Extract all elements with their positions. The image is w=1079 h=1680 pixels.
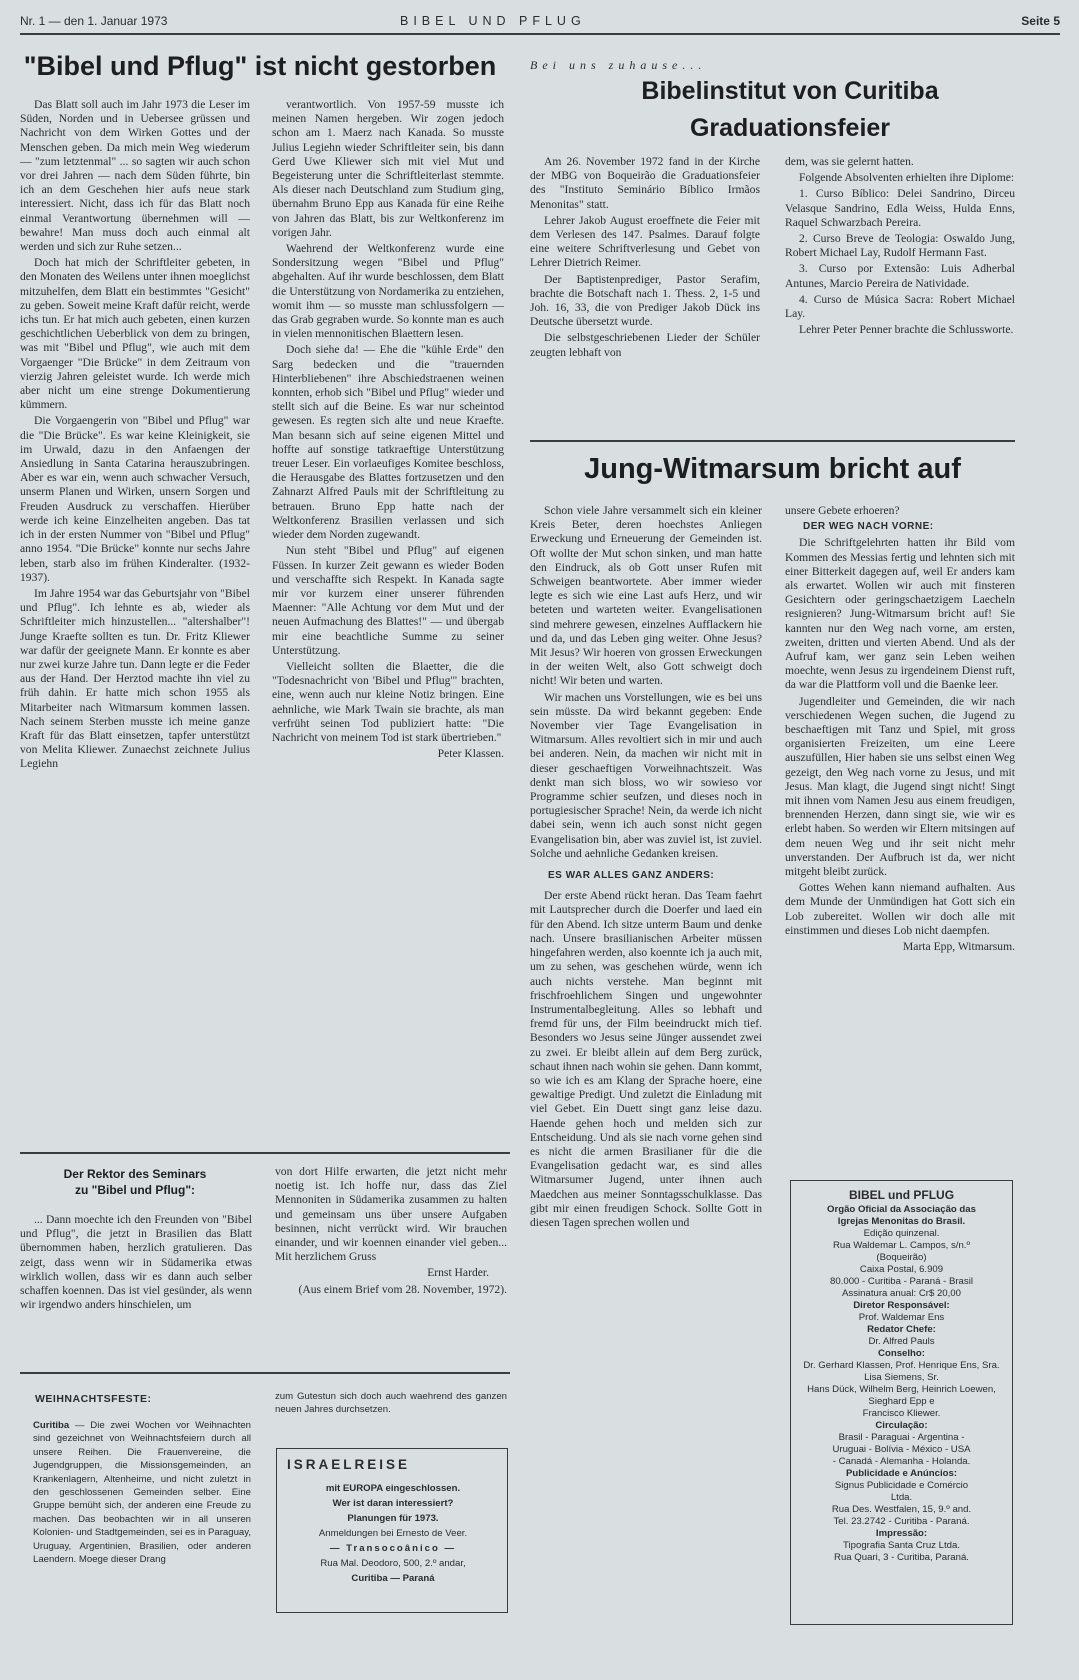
imprint-line: Rua Des. Westfalen, 15, 9.º and. [831, 1504, 972, 1515]
article2-title-line2: Graduationsfeier [689, 114, 891, 142]
imprint-line: Brasil - Paraguai - Argentina - [838, 1432, 965, 1443]
israelreise-line: Rua Mal. Deodoro, 500, 2.º andar, [320, 1558, 466, 1569]
article4-title-line1: Der Rektor des Seminars [63, 1167, 207, 1181]
article4-col1 [20, 1213, 252, 1363]
paragraph: Doch hat mich der Schriftleiter gebeten, in den Monaten des Weilens unter ihnen moeglichst mitzuhelfen, dem Blatt ein bestimmtes "Gesicht" zu geben. Soweit meine Kraft dafür reicht, werde ichs tun. Er hat mich auch gebeten, einen kurzen geschichtlichen Ueberblick von dem zu bringen, was mit "Bibel und Pflug", wie auch mit dem Vorgaenger "Die Brücke" in dem Zeitraum von vierzig Jahren geleistet wurde. Ich werde mich aber nicht um eine strenge Dokumentierung kümmern. [20, 256, 250, 412]
article4-top-rule [20, 1152, 510, 1154]
paragraph: 3. Curso por Extensão: Luis Adherbal Antunes, Marcio Pereira de Natividade. [785, 262, 1015, 290]
paragraph: Im Jahre 1954 war das Geburtsjahr von "Bibel und Pflug". Ich lehnte es ab, wieder als Schriftleiter mich hinzustellen... "altershalber"! Junge Kraefte sollten es tun. Dr. Fritz Kliewer war dafür der geeignete Mann. Er konnte es aber nur zwei kurze Jahre tun. Dann legte er die Feder aus der Hand. Der Herztod machte ihn viel zu früh dahin. Er hatte mich schon 1955 als Mitarbeiter nach Witmarsum kommen lassen. Nach seinem Sterben musste ich meine ganze Kraft für das Blatt einsetzen, tapfer unterstützt von Melita Kliewer. Zunaechst zeichnete Julius Legiehn [20, 586, 250, 771]
paragraph: unsere Gebete erhoeren? [785, 504, 900, 517]
imprint-line: Dr. Gerhard Klassen, Prof. Henrique Ens, Sra. Lisa Siemens, Sr. [803, 1360, 1000, 1383]
israelreise-title: ISRAELREISE [287, 1457, 411, 1472]
page-number: Seite 5 [1021, 14, 1060, 28]
imprint-title: BIBEL und PFLUG [848, 1188, 955, 1202]
imprint-line: Ltda. [890, 1492, 913, 1503]
article2-rule [530, 440, 1015, 442]
israelreise-line: mit EUROPA eingeschlossen. [325, 1483, 461, 1494]
paragraph: Nun steht "Bibel und Pflug" auf eigenen Füssen. In kurzer Zeit gewann es wieder Boden und verschaffte sich Respekt. In Kanada sagte mir vor kurzem einer unserer führenden Maenner: "Alle Achtung vor dem Mut und der neuen Aufmachung des Blattes!" — und übergab mir eine beachtliche Summe zu seiner Unterstützung. [272, 544, 504, 657]
israelreise-body [283, 1481, 503, 1586]
weihnachten-body: — Die zwei Wochen vor Weihnachten sind gezeichnet von Weihnachtsfeiern durch all unsere Reihen. Die Frauenvereine, die Jugendgruppen, die Missionsgemeinden, an Krankenlagern, Altenheime, und nicht zuletzt in den geschlossenen Gemeinden selber. Eine Gruppe bemüht sich, der anderen eine Freude zu machen. Das beobachten wir in all unseren Kolonien- und Stadtgemeinden, sei es in Paraguay, Uruguay, Argentinien, Brasilien, oder anderen Laendern. Moege dieser Drang [33, 1420, 251, 1566]
imprint-line: Orgão Oficial da Associação das [827, 1204, 976, 1215]
imprint-line: Tipografia Santa Cruz Ltda. [843, 1540, 960, 1551]
paragraph: Doch siehe da! — Ehe die "kühle Erde" den Sarg bedecken und die "trauernden Hinterbliebenen" ihre Abschiedstraenen weinen konnten, erhob sich "Bibel und Pflug" wieder und stellt sich auf die Beine. Es war nur scheintod gewesen. Es regten sich alte und neue Kraefte. Man besann sich auf seine eigenen Mittel und hoffte auf sonstige tatkraeftige Unterstützung treuer Leser. Ein vorlaeufiges Komitee beschloss, die Herausgabe des Blattes fortzusetzen und den Zahnarzt Alfred Pauls mit der Schriftleitung zu betrauen. Bruno Epp hatte nach der Weltkonferenz Brasilien verlassen und sich wieder dem Norden zugewandt. [272, 343, 504, 542]
israelreise-line: Curitiba — Paraná [351, 1573, 435, 1584]
paragraph: Die Schriftgelehrten hatten ihr Bild vom Kommen des Messias fertig und lehnten sich mit einer Bitterkeit dagegen auf, weil Er anders kam als erwartet. Wollen wir auch mit finsteren Gesichtern oder geringschaetzigem Laecheln resignieren? Jung-Witmarsum bricht auf! Sie kannten nur den Weg nach vorne, am ersten, zweiten, dritten und vierten Abend. Und als der Aufruf kam, wer ganz sein Leben weihen moechte, wenn Jesus zu irgendeinem Dienst ruft, da war die Plattform voll und die Baenke leer. [785, 536, 1015, 692]
article3-col1 [530, 504, 762, 1654]
paragraph: ... Dann moechte ich den Freunden von "Bibel und Pflug", die jetzt in Brasilien das Blatt übernommen haben, herzlich gratulieren. Das zeigt, dass wenn wir in Südamerika etwas wirklich wollen, dass wir es dann auch selber schaffen koennen. Das ist viel gesünder, als wenn wir irgendwo anders hinschielen, um [20, 1213, 252, 1312]
article3-subhead1: ES WAR ALLES GANZ ANDERS: [548, 870, 715, 882]
imprint-line: Dr. Alfred Pauls [868, 1336, 935, 1347]
paragraph: Folgende Absolventen erhielten ihre Diplome: [799, 171, 1015, 185]
paragraph: Gottes Wehen kann niemand aufhalten. Aus dem Munde der Unmündigen hat Gott sich ein Lob zubereitet. Wollen wir doch alle mit einstimmen und dieses Lob nicht daempfen. [785, 881, 1015, 937]
paragraph: Lehrer Peter Penner brachte die Schlussworte. [799, 323, 1014, 337]
paragraph: verantwortlich. Von 1957-59 musste ich meinen Namen hergeben. Wir zogen jedoch schon am 1. Maerz nach Kanada. So musste Julius Legiehn wieder Schriftleiter sein, bis dann Gerd Uwe Kliewer sich mit viel Mut und Begeisterung unter die Schriftleiterlast stemmte. Als dieser nach Deutschland zum Studium ging, übernahm Bruno Epp aus Kanada für eine Reihe von Jahren das Blatt, bis zur Weltkonferenz im vorigen Jahr. [272, 98, 504, 239]
paragraph: 2. Curso Breve de Teologia: Oswaldo Jung, Robert Michael Lay, Rudolf Hermann Fast. [785, 232, 1015, 260]
weihnachten-col2: zum Gutestun sich doch auch waehrend des ganzen neuen Jahres durchsetzen. [275, 1391, 507, 1416]
article2-col1 [530, 155, 760, 440]
article4-source: (Aus einem Brief vom 28. November, 1972). [298, 1282, 507, 1296]
article3-title: Jung-Witmarsum bricht auf [584, 453, 961, 485]
article3-col2 [785, 504, 1015, 1154]
article3-signature: Marta Epp, Witmarsum. [902, 940, 1015, 954]
israelreise-line: Wer ist daran interessiert? [332, 1498, 454, 1509]
imprint-heading: Circulação: [875, 1420, 928, 1431]
weihnachten-place: Curitiba [33, 1420, 70, 1431]
paragraph: Jugendleiter und Gemeinden, die wir nach verschiedenen Wegen suchen, die Jugend zu beschaeftigen mit Tanz und Spiel, mit gross organisierten Freizeiten, um eine Leere auszufüllen, Hier haben sie uns selbst einen Weg gezeigt, den Weg nach vorne zu Jesus, und mit Jesus. Man klagt, die Jugend singt nicht! Singt mit ihnen vom Namen Jesu aus einem freudigen, brennenden Herzen, dann singt sie, wie wir es erlebt haben. So werden wir Eltern mitsingen auf dem neuen Weg und ihr seit nicht mehr unverstanden. Der Aufbruch ist da, wer nicht mitgeht bleibt zurück. [785, 694, 1015, 879]
israelreise-line: Planungen für 1973. [347, 1513, 439, 1524]
paragraph: Die Vorgaengerin von "Bibel und Pflug" war die "Die Brücke". Es war keine Kleinigkeit, sie im Urwald, dazu in den Anfaengen der Ansiedlung in Santa Catarina herauszubringen. Aber es war ein, wenn auch schwacher Versuch, unserm Planen und Wirken, unsern Sorgen und Freuden Ausdruck zu verschaffen. Hierüber werde ich keine Einzelheiten angeben. Das tat ich in der ersten Nummer von "Bibel und Pflug" anno 1954. "Die Brücke" konnte nur sechs Jahre leben, starb also im frühen Kinderalter. (1932-1937). [20, 414, 250, 584]
article4-bottom-rule [20, 1372, 510, 1374]
paragraph: dem, was sie gelernt hatten. [785, 155, 914, 168]
imprint-line: Edição quinzenal. [863, 1228, 940, 1239]
weihnachten-title: WEIHNACHTSFESTE: [35, 1393, 152, 1405]
weihnachten-text [33, 1419, 251, 1669]
paragraph: Wir machen uns Vorstellungen, wie es bei uns sein müsste. Da wird bekannt gegeben: Ende November vier Tage Evangelisation in Witmarsum. Alles revoltiert sich in mir und auch bei anderen. Nein, da machen wir nicht mit in dieser geschaeftigen Vorweihnachtszeit. Was denkt man sich bloss, wo wir sowieso vor Programme schier seufzen, und dieses noch in portugiesischer Sprache! Nein, da werde ich nicht dabei sein, wenn ich auch sonst nicht gegen Evangelisation bin, aber was zuviel ist, ist zuviel. Solche und aehnliche Gedanken kreisen. [530, 690, 762, 860]
imprint-heading: Publicidade e Anúncios: [845, 1468, 958, 1479]
imprint-line: Tel. 23.2742 - Curitiba - Paraná. [833, 1516, 970, 1527]
israelreise-box [276, 1448, 508, 1613]
imprint-heading: Redator Chefe: [867, 1324, 936, 1335]
article1-signature: Peter Klassen. [437, 747, 504, 761]
paragraph: Der erste Abend rückt heran. Das Team faehrt mit Lautsprecher durch die Doerfer und laed ein für den Abend. Ich sitze unterm Baum und denke nach. Unsere brasilianischen Arbeiter müssen hingefahren werden, also koennte ich ja auch mit, um zu sehen, was geschehen würde, wenn ich auch nichts verstehe. Man beginnt mit frischfroehlichem Singen und ungewohnter Instrumentalbegleitung. Alles so lebhaft und fremd für uns, der Film beeindruckt mich tief. Besonders wo Jesus seine Jünger aussendet zwei zu zwei. Er bleibt allein auf dem Berg zurück, schaut ihnen nach wohin sie gehen. Dann kommt, so wie ich es am Klang der Sprache hoere, eine gewaltige Predigt. Und zuletzt die Einladung mit viel Gebet. Ein Duett singt ganz leise dazu. Haende gehen hoch und melden sich zur Entscheidung. Und als sie nach vorne gehen sind es nicht die armen Brasilianer für die die Evangelisation gedacht war, es sind alles Witmarsumer Jugend, unter ihnen auch Maedchen aus meiner Sonntagsschulklasse. Das gibt mir einen freudigen Schock. Sollte Gott in diesen Tagen sprechen wollen und [530, 889, 762, 1229]
imprint-heading: Diretor Responsável: [853, 1300, 950, 1311]
imprint-line: - Canadá - Alemanha - Holanda. [832, 1456, 971, 1467]
imprint-line: Rua Quari, 3 - Curitiba, Paraná. [834, 1552, 969, 1563]
imprint-content [791, 1181, 1012, 1564]
imprint-line: Assinatura anual: Cr$ 20,00 [842, 1288, 961, 1299]
paragraph: Die selbstgeschriebenen Lieder der Schüler zeugten lebhaft von [530, 331, 760, 359]
imprint-heading: Conselho: [878, 1348, 925, 1359]
paragraph: Schon viele Jahre versammelt sich ein kleiner Kreis Beter, deren hoechstes Anliegen Erweckung und Erneuerung der Gemeinden ist. Oft wollte der Mut schon sinken, und man hatte den Eindruck, als ob Gott unser Rufen mit Schweigen beantwortete. Aber immer wieder legte es sich wie eine Last aufs Herz, und wir beteten und warteten weiter. Evangelisationen sind mehrere gewesen, einzelnes Aufflackern hie und da, und das Leben ging weiter. Ohne Jesus? Mit Jesus? Wir hoeren von grossen Erweckungen in der weiten Welt, also Gott schweigt doch nicht! Wir beten und warten. [530, 504, 762, 688]
imprint-heading: Impressão: [875, 1528, 928, 1539]
imprint-line: Signus Publicidade e Comércio [834, 1480, 969, 1491]
imprint-line: Prof. Waldemar Ens [858, 1312, 945, 1323]
page-header [20, 14, 1060, 32]
paragraph: Das Blatt soll auch im Jahr 1973 die Leser im Süden, Norden und in Uebersee grüssen und Nachricht von dem Wirken Gottes und der Menschen geben. Da mich mein Weg wiederum — "zum letztenmal" ... so sagten wir auch schon vor drei Jahren — nach dem Süden führte, bin ich an dem Geschehen hier aufs neue stark interessiert. Nicht, dass ich für das Blatt noch einmal Verantwortung übernehmen will — bewahre! Man muss doch auch einmal alt werden und sich zur Ruhe setzen... [20, 98, 250, 254]
paragraph: Waehrend der Weltkonferenz wurde eine Sondersitzung wegen "Bibel und Pflug" abgehalten. Auf ihr wurde beschlossen, dem Blatt die Unterstützung von Nordamerika zu entziehen, womit ihm — so musste man schlussfolgern — das Grab gegraben wurde. So konnte man es auch in vielen mennonitischen Blaettern lesen. [272, 242, 504, 341]
imprint-line: (Boqueirão) [876, 1252, 927, 1263]
paragraph: Lehrer Jakob August eroeffnete die Feier mit dem Verlesen des 147. Psalmes. Darauf folgte eine weitere Schriftverlesung und Gebet von Lehrer Dietrich Reimer. [530, 213, 760, 270]
imprint-line: Caixa Postal, 6.909 [859, 1264, 944, 1275]
imprint-line: Francisco Kliewer. [862, 1408, 941, 1419]
imprint-line: Rua Waldemar L. Campos, s/n.º [833, 1240, 970, 1251]
israelreise-line: Anmeldungen bei Ernesto de Veer. [318, 1528, 468, 1539]
imprint-line: Uruguai - Bolívia - México - USA [832, 1444, 971, 1455]
paragraph: Vielleicht sollten die Blaetter, die die "Todesnachricht von 'Bibel und Pflug'" brachten, eine, wenn auch nur kleine Notiz bringen. Eine aehnliche, wie Mark Twain sie brachte, als man verfrüht seinen Tod publiziert hatte: "Die Nachricht von meinem Tod ist stark übertrieben." [272, 659, 504, 744]
israelreise-line: — Transocoânico — [329, 1543, 457, 1554]
imprint-line: Hans Dück, Wilhelm Berg, Heinrich Loewen, Sieghard Epp e [807, 1384, 996, 1407]
article4-title-line2: zu "Bibel und Pflug": [74, 1183, 196, 1197]
header-rule [20, 33, 1060, 35]
imprint-line: Igrejas Menonitas do Brasil. [837, 1216, 966, 1227]
article2-col2 [785, 155, 1015, 440]
paragraph: 4. Curso de Música Sacra: Robert Michael Lay. [785, 292, 1015, 321]
article2-kicker: Bei uns zuhause... [530, 58, 707, 72]
imprint-box [790, 1180, 1013, 1625]
article1-title: "Bibel und Pflug" ist nicht gestorben [23, 51, 497, 81]
paragraph: Am 26. November 1972 fand in der Kirche der MBG von Boqueirão die Graduationsfeier des "Instituto Seminário Bíblico Irmãos Menonitas" statt. [530, 155, 760, 211]
paragraph: 1. Curso Bíblico: Delei Sandrino, Dirceu Velasque Sandrino, Edla Weiss, Hulda Enns, Raquel Schwarzbach Pereira. [785, 187, 1015, 229]
article2-title-line1: Bibelinstitut von Curitiba [641, 77, 939, 105]
issue-date: Nr. 1 — den 1. Januar 1973 [20, 14, 168, 28]
article1-col1 [20, 98, 250, 1123]
paragraph: Der Baptistenprediger, Pastor Serafim, brachte die Botschaft nach 1. Thess. 2, 1-5 und Joh. 16, 33, die von Prediger Jakob Dück ins Deutsche übersetzt wurde. [530, 272, 760, 329]
article4-col2 [275, 1165, 507, 1365]
imprint-line: 80.000 - Curitiba - Paraná - Brasil [830, 1276, 973, 1287]
article4-signature: Ernst Harder. [427, 1266, 489, 1280]
article1-col2 [272, 98, 504, 1123]
paragraph: von dort Hilfe erwarten, die jetzt nicht mehr noetig ist. Ich hoffe nur, dass das Ziel Mennoniten in Südamerika zusammen zu halten und gemeinsam uns über unsere Aufgaben besinnen, nicht verrückt wird. Wir brauchen einander, und wir koennen einander viel geben... Mit herzlichem Gruss [275, 1165, 507, 1264]
article3-subhead2: DER WEG NACH VORNE: [803, 521, 934, 533]
publication-name: BIBEL UND PFLUG [400, 14, 586, 28]
